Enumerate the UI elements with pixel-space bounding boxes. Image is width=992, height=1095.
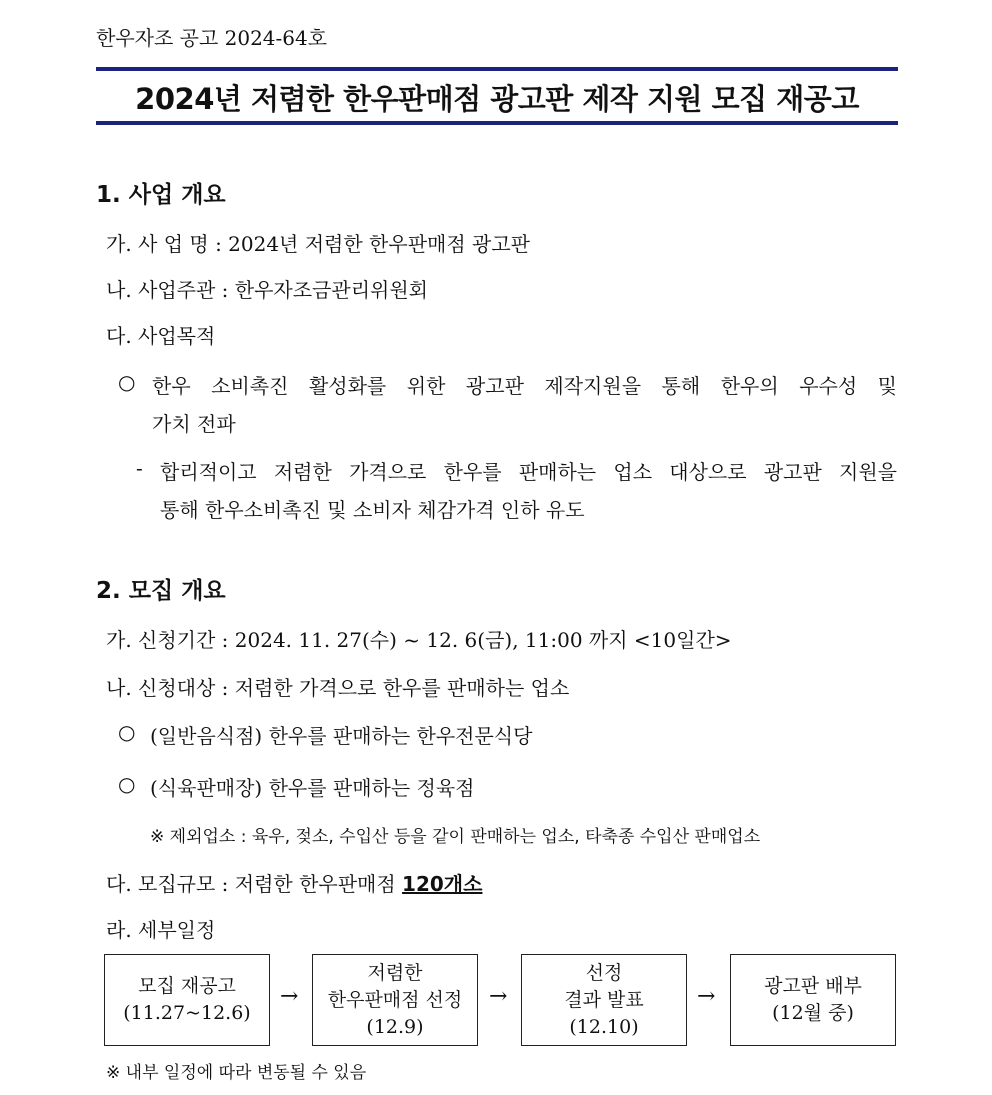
recruit-count: 120개소 xyxy=(402,872,483,896)
section1-item-a: 가. 사 업 명 : 2024년 저렴한 한우판매점 광고판 xyxy=(106,232,530,256)
sub-line2: 통해 한우소비촉진 및 소비자 체감가격 인하 유도 xyxy=(160,498,585,522)
step3-line3: (12.10) xyxy=(569,1015,639,1038)
step2-line2: 한우판매점 선정 xyxy=(327,988,463,1011)
step3-line2: 결과 발표 xyxy=(564,988,644,1011)
section2-item-a: 가. 신청기간 : 2024. 11. 27(수) ~ 12. 6(금), 11:00 까지 <10일간> xyxy=(106,628,732,652)
section1-heading: 1. 사업 개요 xyxy=(96,182,226,208)
arrow-icon: → xyxy=(489,984,508,1009)
sub-dash: - xyxy=(136,456,143,480)
purpose-bullet: ○ xyxy=(118,370,136,394)
sub-line1: 합리적이고 저렴한 가격으로 한우를 판매하는 업소 대상으로 광고판 지원을 xyxy=(160,460,897,484)
purpose-line2: 가치 전파 xyxy=(152,412,236,436)
target2: (식육판매장) 한우를 판매하는 정육점 xyxy=(150,776,475,800)
arrow-icon: → xyxy=(697,984,716,1009)
schedule-step-3 xyxy=(521,954,687,1046)
section2-item-d: 라. 세부일정 xyxy=(106,918,216,942)
item-c-prefix: 다. 모집규모 : 저렴한 한우판매점 xyxy=(106,872,403,896)
purpose-line1: 한우 소비촉진 활성화를 위한 광고판 제작지원을 통해 한우의 우수성 및 xyxy=(152,374,897,398)
section2-item-b: 나. 신청대상 : 저렴한 가격으로 한우를 판매하는 업소 xyxy=(106,676,570,700)
section1-item-c: 다. 사업목적 xyxy=(106,324,216,348)
schedule-step-1 xyxy=(104,954,270,1046)
target2-bullet: ○ xyxy=(118,772,136,796)
notice-number: 한우자조 공고 2024-64호 xyxy=(96,26,328,50)
arrow-icon: → xyxy=(280,984,299,1009)
target1: (일반음식점) 한우를 판매하는 한우전문식당 xyxy=(150,724,533,748)
schedule-step-4 xyxy=(730,954,896,1046)
step4-line2: (12월 중) xyxy=(772,1002,854,1024)
step3-line1: 선정 xyxy=(585,961,623,984)
title-bar-bottom xyxy=(96,121,898,125)
step1-line2: (11.27~12.6) xyxy=(123,1002,251,1024)
step2-line3: (12.9) xyxy=(366,1015,424,1038)
section1-item-b: 나. 사업주관 : 한우자조금관리위원회 xyxy=(106,278,428,302)
section2-heading: 2. 모집 개요 xyxy=(96,578,226,604)
exclusion-note: ※ 제외업소 : 육우, 젖소, 수입산 등을 같이 판매하는 업소, 타축종 수입산 판매업소 xyxy=(150,827,761,847)
step4-line1: 광고판 배부 xyxy=(764,975,862,997)
schedule-note: ※ 내부 일정에 따라 변동될 수 있음 xyxy=(106,1063,367,1083)
section2-item-c xyxy=(106,868,482,897)
step2-line1: 저렴한 xyxy=(367,961,423,984)
title-bar-top xyxy=(96,67,898,71)
schedule-step-2 xyxy=(312,954,478,1046)
page-title: 2024년 저렴한 한우판매점 광고판 제작 지원 모집 재공고 xyxy=(135,82,859,116)
target1-bullet: ○ xyxy=(118,720,136,744)
step1-line1: 모집 재공고 xyxy=(138,975,236,997)
